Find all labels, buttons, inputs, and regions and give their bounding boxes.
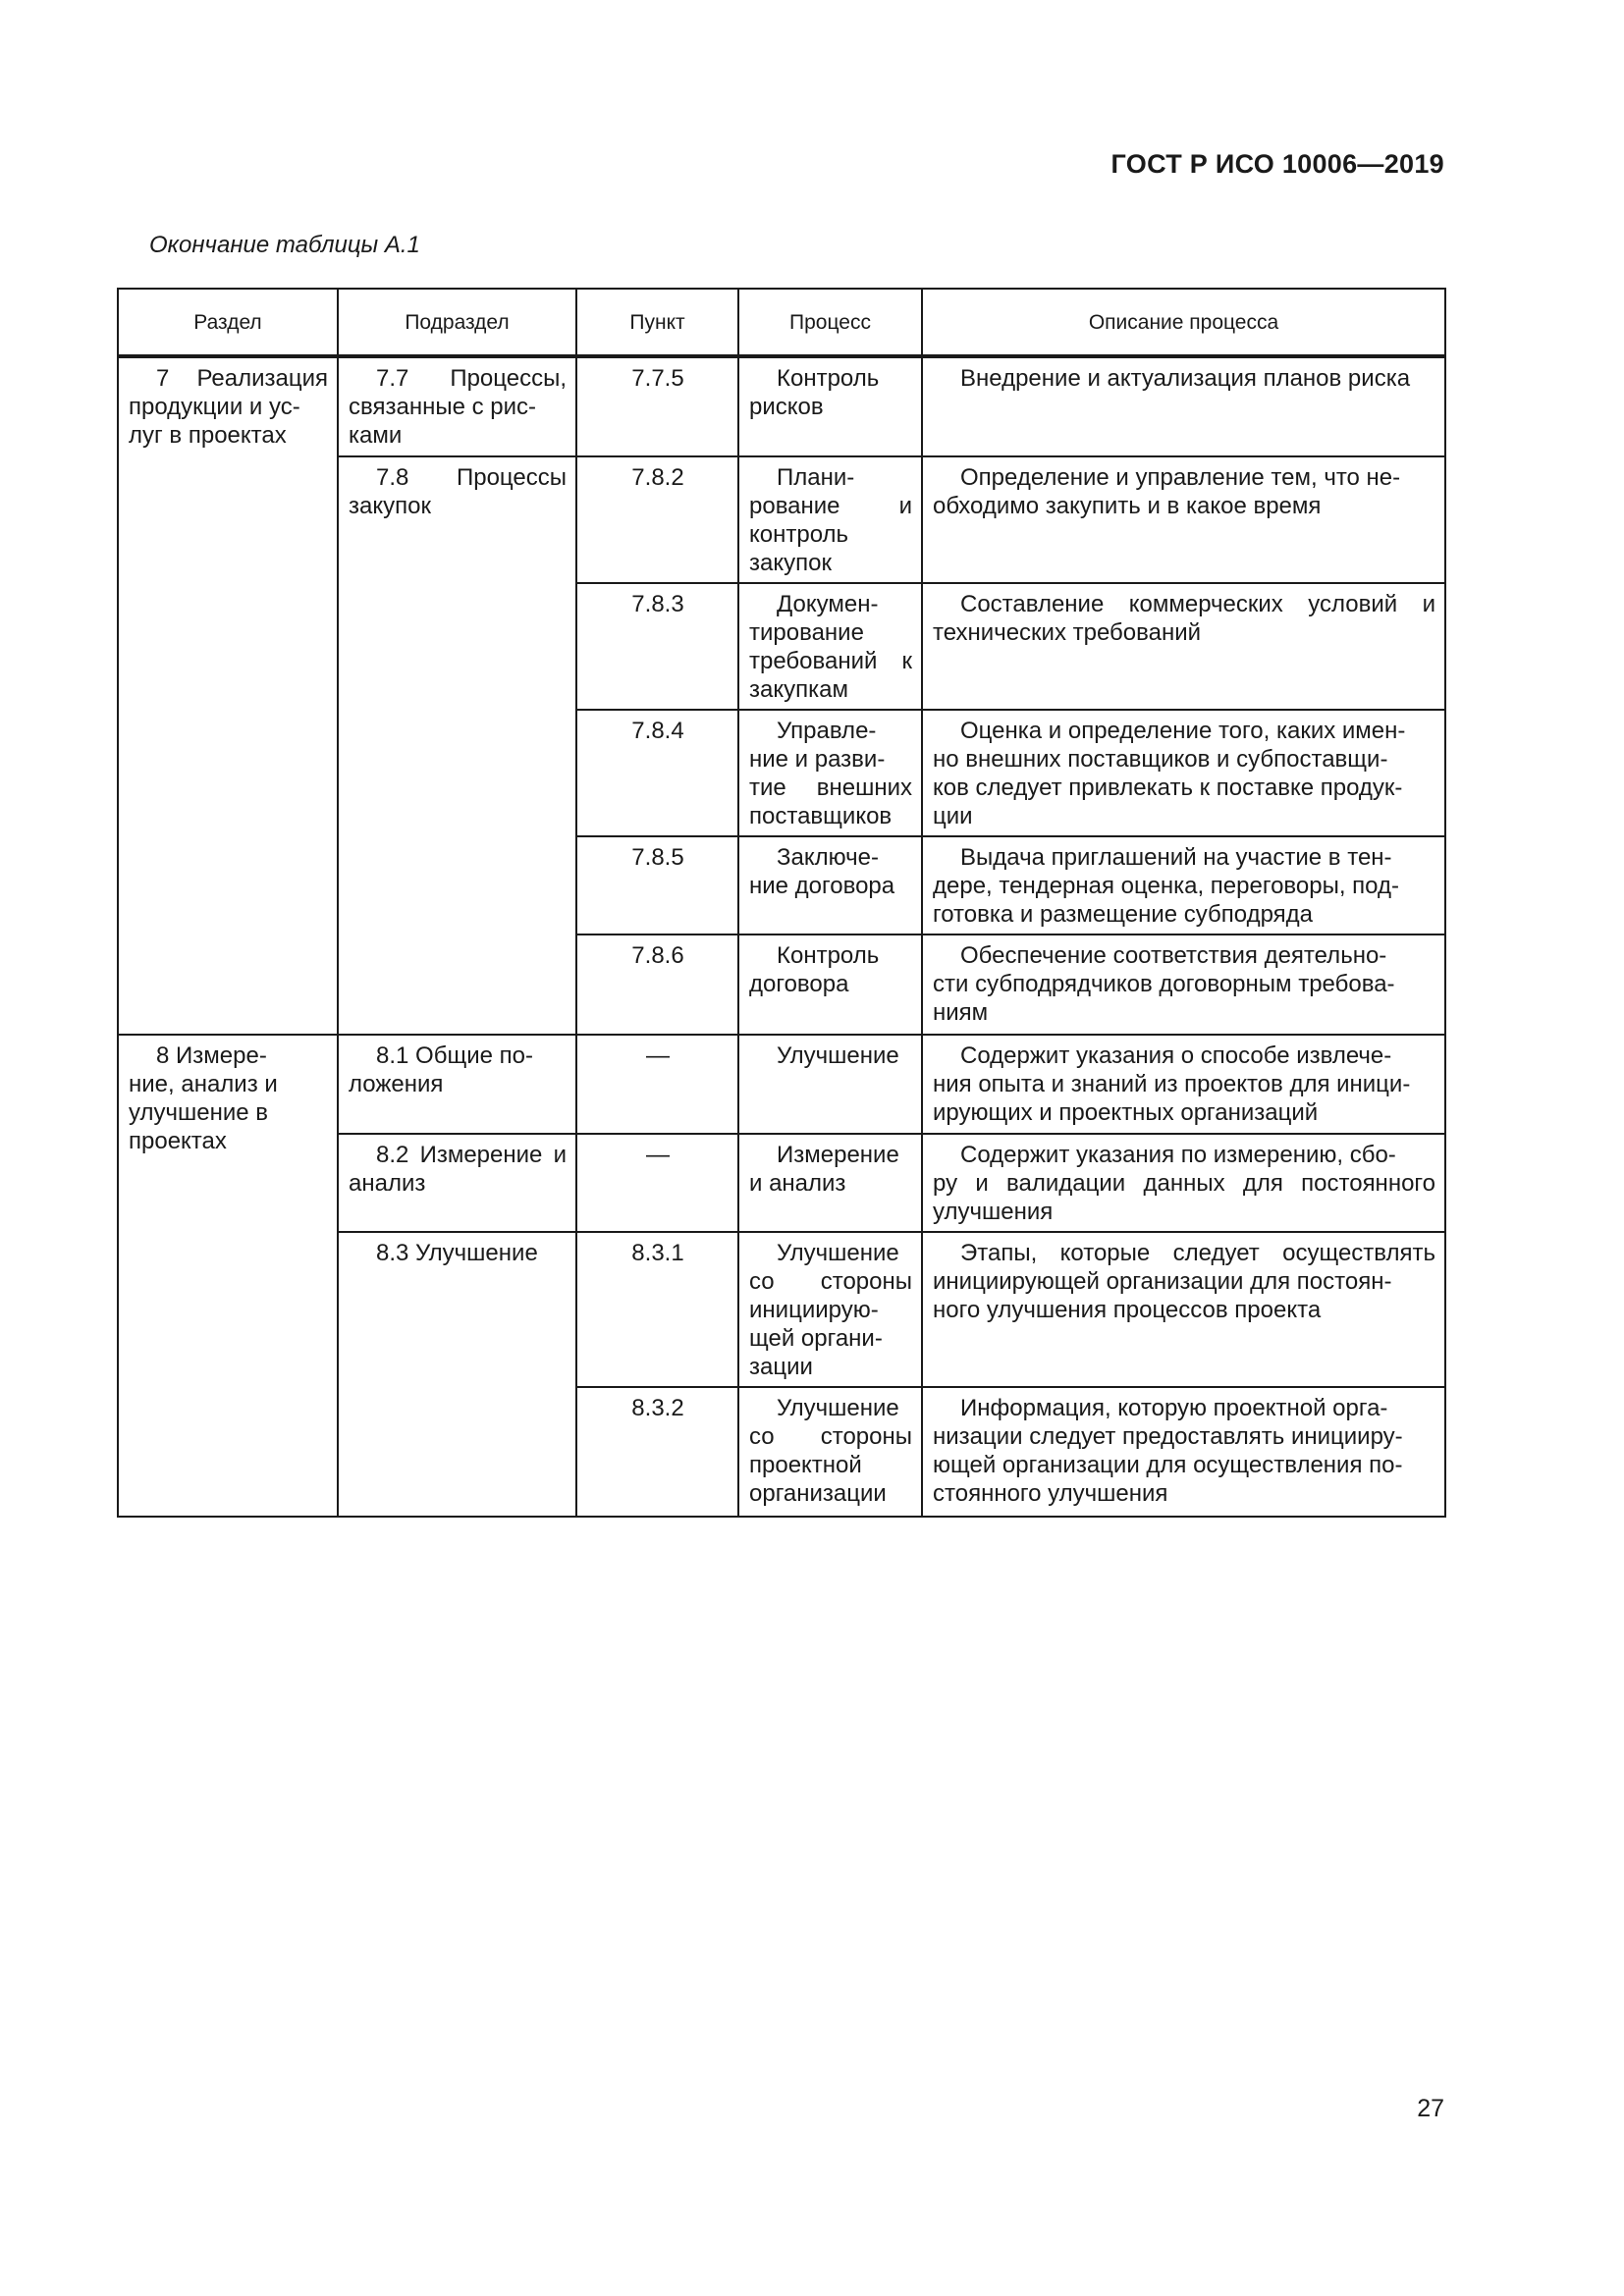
process-cell: Докумен- тирование требований к закупкам <box>738 583 922 710</box>
description-cell: Оценка и определение того, каких имен- но внешних поставщиков и субпоставщи- ков следует привлекать к поставке продук- ции <box>922 710 1445 836</box>
page-number: 27 <box>1417 2095 1444 2122</box>
point-cell: — <box>576 1035 738 1134</box>
subsection-cell-8-2: 8.2 Измерение и анализ <box>338 1134 576 1232</box>
description-cell: Внедрение и актуализация планов риска <box>922 356 1445 456</box>
subsection-cell-7-7: 7.7 Процессы, связанные с рис- ками <box>338 356 576 456</box>
description-cell: Составление коммерческих условий и технических требований <box>922 583 1445 710</box>
process-cell: Улучшение со стороны инициирую- щей органи- зации <box>738 1232 922 1387</box>
description-cell: Выдача приглашений на участие в тен- дере, тендерная оценка, переговоры, под- готовка и размещение субподряда <box>922 836 1445 934</box>
description-cell: Обеспечение соответствия деятельно- сти субподрядчиков договорным требова- ниям <box>922 934 1445 1035</box>
document-code: ГОСТ Р ИСО 10006—2019 <box>1110 149 1444 179</box>
process-cell: Контроль договора <box>738 934 922 1035</box>
point-cell: 7.8.5 <box>576 836 738 934</box>
description-cell: Определение и управление тем, что не- обходимо закупить и в какое время <box>922 456 1445 583</box>
point-cell: 7.7.5 <box>576 356 738 456</box>
point-cell: — <box>576 1134 738 1232</box>
section-cell-8: 8 Измере- ние, анализ и улучшение в проектах <box>118 1035 338 1517</box>
point-cell: 8.3.2 <box>576 1387 738 1517</box>
table-header-row <box>118 289 1445 356</box>
description-cell: Содержит указания по измерению, сбо- ру и валидации данных для постоянного улучшения <box>922 1134 1445 1232</box>
process-cell: Измерение и анализ <box>738 1134 922 1232</box>
point-cell: 7.8.6 <box>576 934 738 1035</box>
column-header-subsection: Подраздел <box>338 289 576 356</box>
process-cell: Улучшение <box>738 1035 922 1134</box>
point-cell: 7.8.4 <box>576 710 738 836</box>
subsection-cell-8-3: 8.3 Улучшение <box>338 1232 576 1517</box>
table-row <box>118 356 1445 456</box>
point-cell: 7.8.2 <box>576 456 738 583</box>
description-cell: Содержит указания о способе извлече- ния опыта и знаний из проектов для иници- ирующих и проектных организаций <box>922 1035 1445 1134</box>
table-caption: Окончание таблицы А.1 <box>149 232 420 258</box>
process-cell: Заключе- ние договора <box>738 836 922 934</box>
point-cell: 7.8.3 <box>576 583 738 710</box>
column-header-process: Процесс <box>738 289 922 356</box>
section-cell-7: 7 Реализация продукции и ус- луг в проектах <box>118 356 338 1035</box>
table-row <box>118 1035 1445 1134</box>
process-cell: Контроль рисков <box>738 356 922 456</box>
process-table <box>117 288 1446 1518</box>
process-cell: Улучшение со стороны проектной организации <box>738 1387 922 1517</box>
column-header-point: Пункт <box>576 289 738 356</box>
description-cell: Информация, которую проектной орга- низации следует предоставлять иницииру- ющей организации для осуществления по- стоянного улучшения <box>922 1387 1445 1517</box>
process-cell: Управле- ние и разви- тие внешних поставщиков <box>738 710 922 836</box>
column-header-description: Описание процесса <box>922 289 1445 356</box>
process-cell: Плани- рование и контроль закупок <box>738 456 922 583</box>
column-header-section: Раздел <box>118 289 338 356</box>
point-cell: 8.3.1 <box>576 1232 738 1387</box>
subsection-cell-7-8: 7.8 Процессы закупок <box>338 456 576 1035</box>
description-cell: Этапы, которые следует осуществлять инициирующей организации для постоян- ного улучшения процессов проекта <box>922 1232 1445 1387</box>
subsection-cell-8-1: 8.1 Общие по- ложения <box>338 1035 576 1134</box>
